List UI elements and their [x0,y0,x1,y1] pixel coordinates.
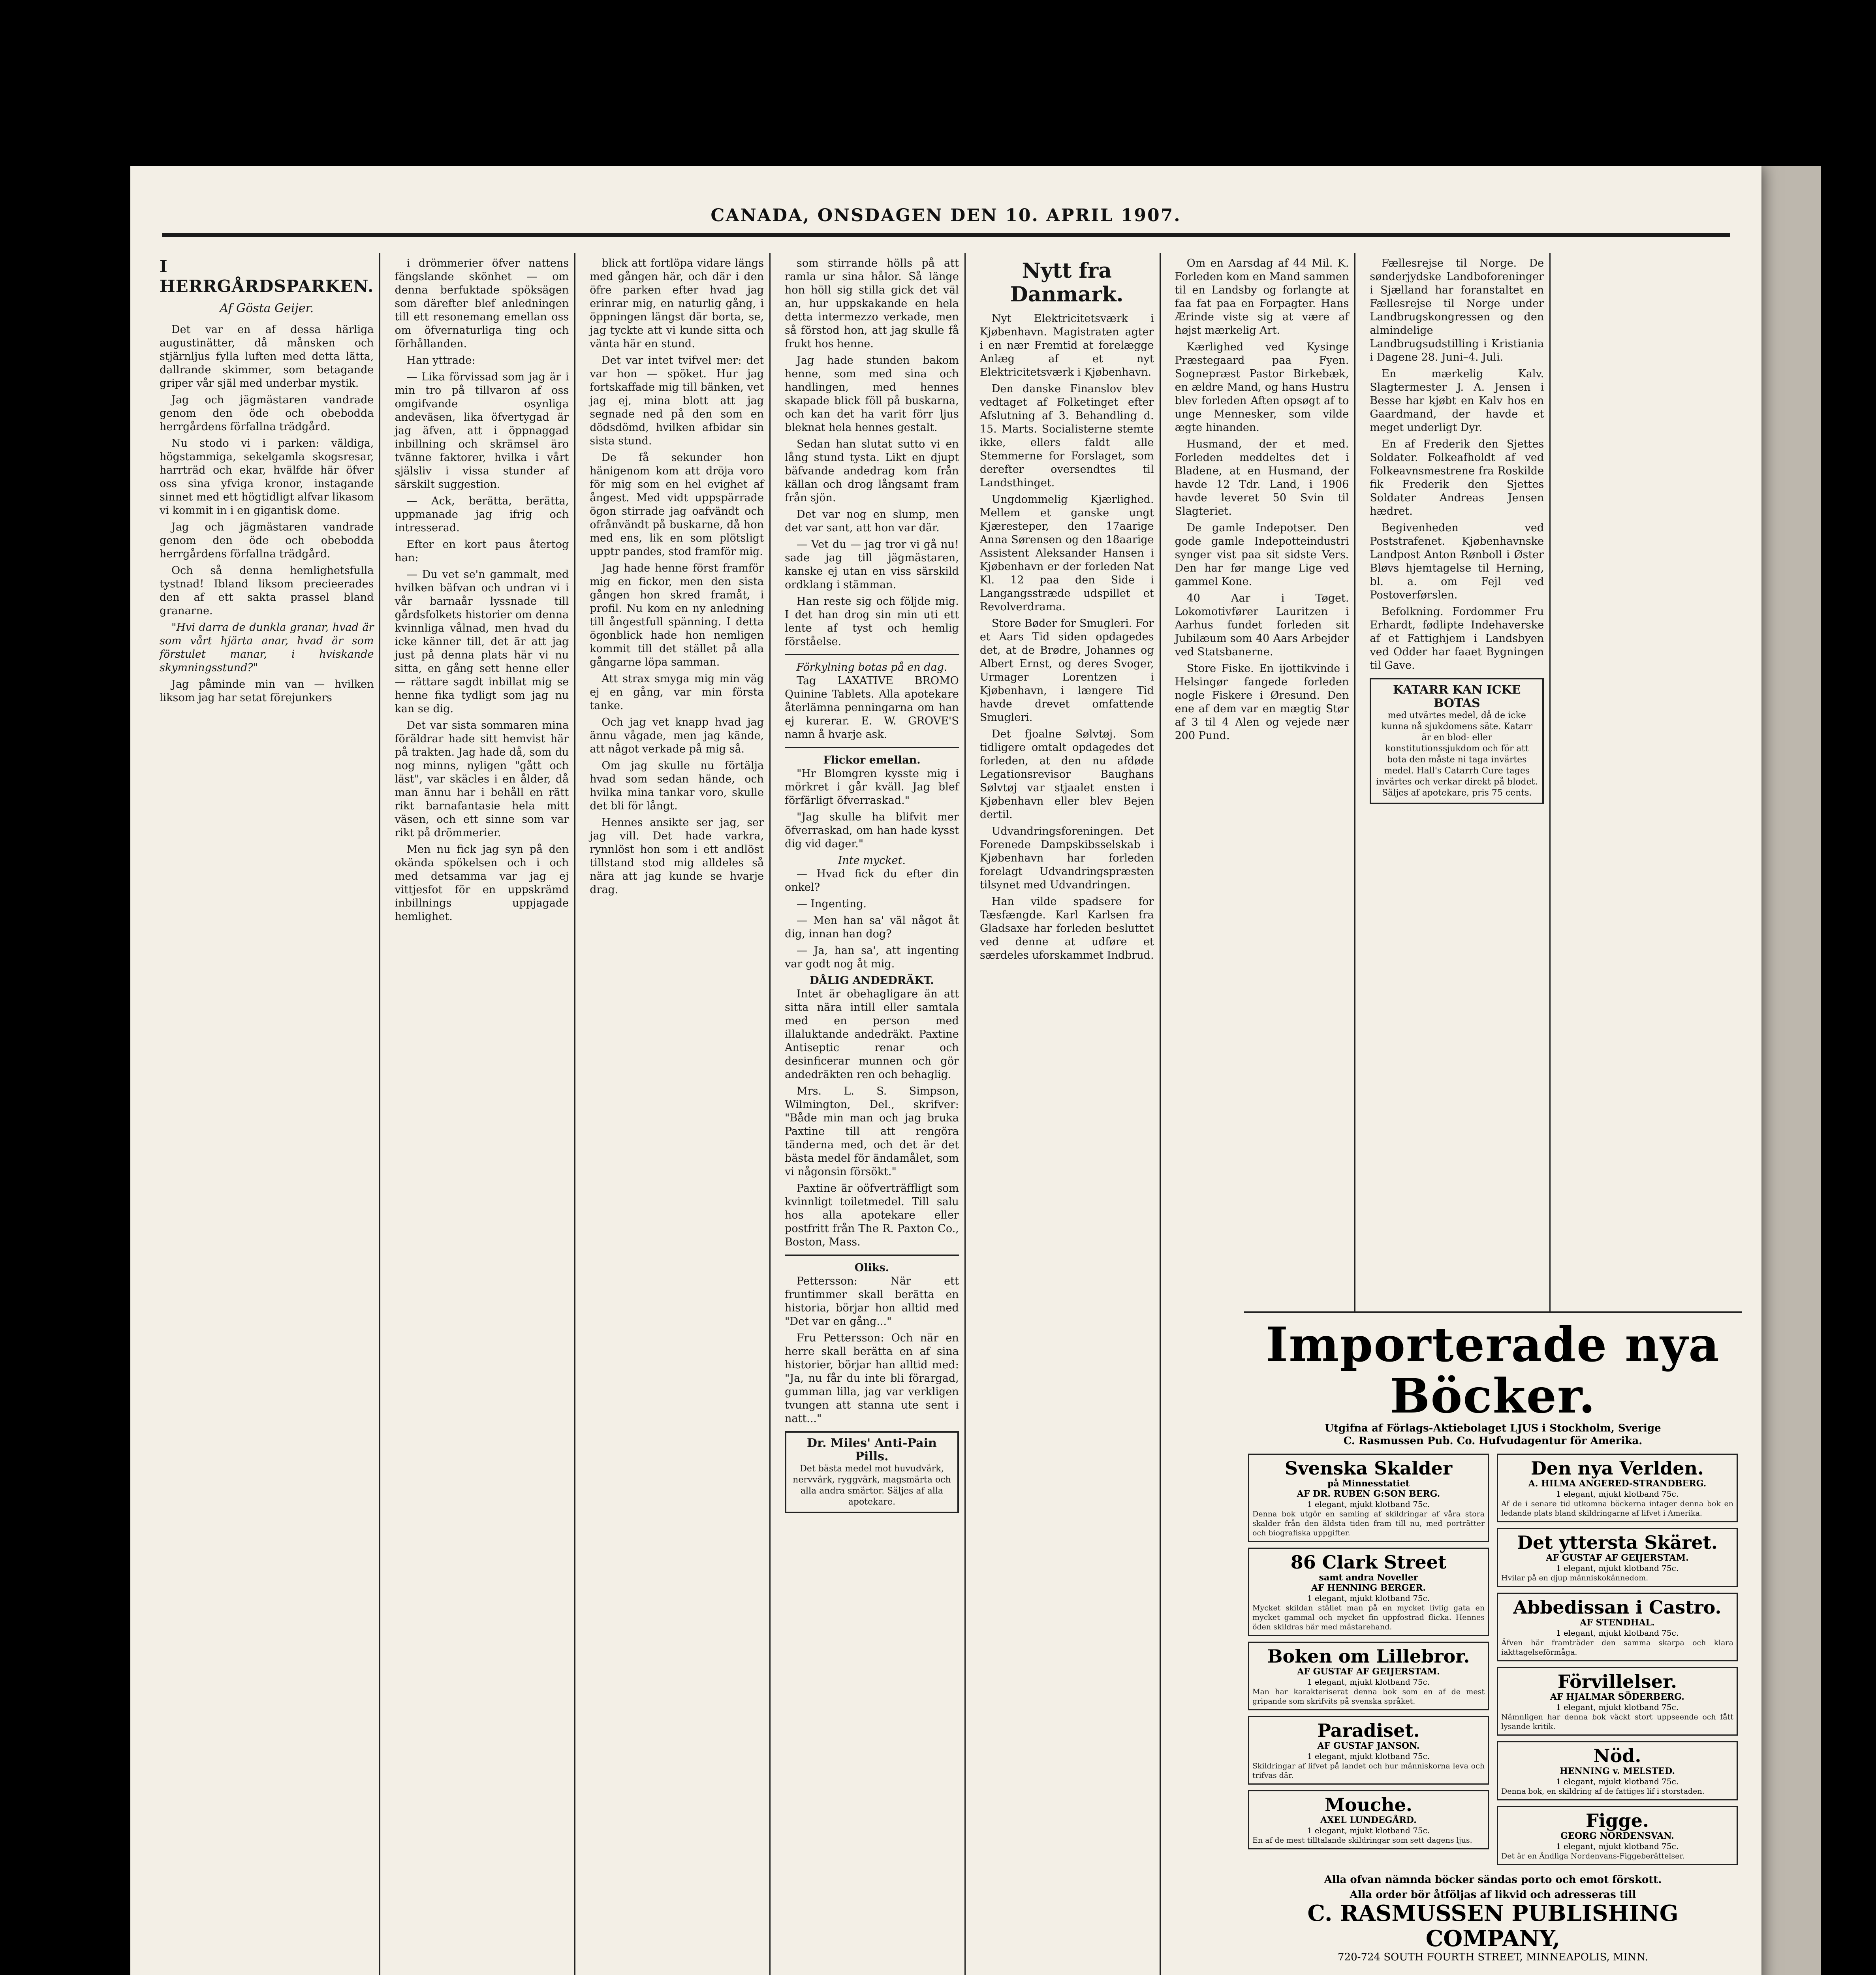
books-ad-title: Importerade nya Böcker. [1266,1317,1720,1424]
column-5 [974,253,1161,1975]
book-title: Svenska Skalder [1284,1458,1453,1479]
news-item: Store Fiske. En ijottikvinde i Helsingør fangede forleden nogle Fiskere i Øresund. Den ene af dem var en mægtig Stør af 3 til 4 Alen og vejede nær 200 Pund. [1175,662,1349,742]
article-paragraph: — Lika förvissad som jag är i min tro på tillvaron af oss omgifvande osynliga andeväsen, lika öfvertygad är jag äfven, att i öppnaggad inbillning och skrämsel äro tvänne faktorer, hvilka i vårt själsliv i vissa stunder af särskilt suggestion. [395,371,569,491]
ad-body: Det bästa medel mot huvudvärk, nervvärk, ryggvärk, magsmärta och alla andra smärtor. Säljes af alla apotekare. [793,1464,951,1507]
book-entry [1497,1454,1738,1522]
ad-title: Dr. Miles' Anti-Pain Pills. [807,1436,937,1463]
books-list [1248,1454,1738,1871]
ad-body-laxative: Tag LAXATIVE BROMO Quinine Tablets. Alla apotekare återlämna penningarna om han ej kurerar. E. W. GROVE'S namn å hvarje ask. [785,675,959,741]
book-price: 1 elegant, mjukt klotband 75c. [1307,1677,1430,1687]
article-paragraph: Och jag vet knapp hvad jag ännu vågade, men jag kände, att något verkade på mig så. [590,716,764,755]
article-paragraph: — Ja, han sa', att ingenting var godt nog åt mig. [785,944,959,970]
book-author: HENNING v. MELSTED. [1559,1766,1675,1776]
news-item: De gamle Indepotser. Den gode gamle Indepotteindustri synger vist paa sit sidste Vers. Den har før mange Lige ved gammel Kone. [1175,522,1349,588]
article-paragraph: Det var nog en slump, men det var sant, att hon var där. [785,508,959,534]
section-title-dalig: DÅLIG ANDEDRÄKT. [810,974,934,987]
article-paragraph: Han yttrade: [406,354,476,367]
article-byline: Af Gösta Geijer. [220,301,314,315]
ad-heading-forkylning: Förkylning botas på en dag. [796,661,947,673]
book-price: 1 elegant, mjukt klotband 75c. [1556,1841,1679,1851]
book-title: Abbedissan i Castro. [1513,1597,1722,1618]
article-paragraph: Hennes ansikte ser jag, ser jag vill. Det hade varkra, rynnlöst hon som i ett andlöst tillstand stod mig alldeles så nära att jag kunde se hvarje drag. [590,816,764,896]
header-rule [162,233,1730,237]
book-price: 1 elegant, mjukt klotband 75c. [1556,1563,1679,1573]
book-price: 1 elegant, mjukt klotband 75c. [1307,1499,1430,1509]
news-item: Store Bøder for Smugleri. For et Aars Tid siden opdagedes det, at de Brødre, Johannes og Albert Ernst, og deres Svoger, Urmager Lorentzen i Kjøbenhavn, i længere Tid havde drevet omfattende Smugleri. [979,617,1154,724]
book-description: En af de mest tilltalande skildringar som sett dagens ljus. [1252,1836,1472,1845]
article-paragraph: "Jag skulle ha blifvit mer öfverraskad, om han hade kysst dig vid dager." [785,811,959,850]
article-paragraph: Om jag skulle nu förtälja hvad som sedan hände, och hvilka mina tankar voro, skulle det bli för långt. [590,760,764,812]
books-column-left [1248,1454,1489,1871]
book-description: Mycket skildan stället man på en mycket livlig gata en mycket gammal och mycket fin uppfostrad flicka. Hennes öden skildras här med mästarehand. [1252,1604,1485,1631]
news-item: Begivenheden ved Poststrafenet. Kjøbenhavnske Landpost Anton Rønboll i Øster Bløvs hjemtagelse til Herning, bl. a. om Fejl ved Postoverførslen. [1370,522,1544,601]
book-price: 1 elegant, mjukt klotband 75c. [1307,1593,1430,1603]
section-title-danmark: Nytt fra Danmark. [1010,259,1124,307]
article-paragraph: Det var en af dessa härliga augustinätter, då månsken och stjärnljus fylla luften med detta lätta, dallrande skimmer, som betagande griper vår själ med underbar mystik. [160,324,374,389]
ad-body: med utvärtes medel, då de icke kunna nå sjukdomens säte. Katarr är en blod- eller konstitutionssjukdom och för att bota den måste ni taga invärtes medel. Hall's Catarrh Cure tages invärtes och verkar direkt på blodet. Säljes af apotekare, pris 75 cents. [1376,711,1538,798]
news-item: Han vilde spadsere for Tæsfængde. Karl Karlsen fra Gladsaxe har forleden besluttet ved denne at udføre et særdeles uforskammet Indbrud. [979,895,1154,961]
article-paragraph: — Vet du — jag tror vi gå nu! sade jag till jägmästaren, kanske ej utan en viss särskild ordklang i stämman. [785,538,959,591]
book-price: 1 elegant, mjukt klotband 75c. [1307,1751,1430,1761]
column-2 [389,253,575,1975]
news-item: Ungdommelig Kjærlighed. Mellem et ganske ungt Kjæresteper, den 17aarige Anna Sørensen og den 18aarige Assistent Aleksander Hansen i Kjøbenhavn er der forleden Nat Kl. 12 paa den Side i Langangsstræde udspillet et Revolverdrama. [979,493,1154,613]
book-author: AF DR. RUBEN G:SON BERG. [1297,1489,1440,1499]
book-title: Mouche. [1325,1794,1412,1815]
book-description: Skildringar af lifvet på landet och hur människorna leva och trifvas där. [1252,1762,1485,1780]
book-entry [1497,1528,1738,1587]
book-entry [1248,1642,1489,1710]
page-edge-shadow [1761,166,1821,1975]
book-description: Nämnligen har denna bok väckt stort uppseende och fått lysande kritik. [1501,1713,1733,1731]
book-author: AF HJALMAR SÖDERBERG. [1550,1692,1684,1702]
news-item: Nyt Elektricitetsværk i Kjøbenhavn. Magistraten agter i en nær Fremtid at forelægge Anlæg af et nyt Elektricitetsværk i Kjøbenhavn. [979,312,1154,378]
news-item: Om en Aarsdag af 44 Mil. K. Forleden kom en Mand sammen til en Landsby og forlangte at faa fat paa en Forpagter. Hans Ærinde viste sig at være af højst mærkelig Art. [1175,257,1349,337]
article-paragraph: Efter en kort paus återtog han: [395,538,569,564]
book-description: Hvilar på en djup människokännedom. [1501,1574,1649,1582]
book-description: Man har karakteriserat denna bok som en af de mest gripande som skrifvits på svenska språket. [1252,1687,1485,1706]
article-paragraph: Mrs. L. S. Simpson, Wilmington, Del., skrifver: "Både min man och jag bruka Paxtine till att rengöra tänderna med, och det är det bästa medel för ändamålet, som vi någonsin försökt." [785,1085,959,1178]
article-paragraph: Jag hade stunden bakom henne, som med sina och handlingen, med hennes skapade blick föll på buskarna, och kan det ha varit förr ljus bleknat hela hennes gestalt. [785,354,959,434]
book-entry [1248,1548,1489,1636]
article-paragraph: — Ingenting. [797,898,867,910]
news-item: Fællesrejse til Norge. De sønderjydske Landboforeninger i Sjælland har foranstaltet en Fællesrejse til Norge under Landbrugskongressen og den almindelige Landbrugsudstilling i Kristiania i Dagene 28. Juni–4. Juli. [1370,257,1544,363]
book-description: Denna bok utgör en samling af skildringar af våra stora skalder från den äldsta tiden fram till nu, med porträtter och biografiska uppgifter. [1252,1510,1485,1537]
article-paragraph: Paxtine är oöfverträffligt som kvinnligt toiletmedel. Till salu hos alla apotekare eller postfritt från The R. Paxton Co., Boston, Mass. [785,1182,959,1248]
book-entry [1497,1741,1738,1800]
article-paragraph: Fru Pettersson: Och när en herre skall berätta en af sina historier, börjar han alltid med: "Ja, nu får du inte bli förargad, gumman lilla, jag var verkligen tvungen att stanna ute sent i natt..." [785,1332,959,1425]
book-price: 1 elegant, mjukt klotband 75c. [1307,1826,1430,1835]
article-paragraph: Han reste sig och följde mig. I det han drog sin min uti ett lente af tyst och hemlig förståelse. [785,595,959,648]
article-paragraph: — Du vet se'n gammalt, med hvilken bäfvan och undran vi i vår barnaår lyssnade till gårdsfolkets historier om denna kvinnliga vålnad, men hvad du icke känner till, det är att jag just på denna plats här vi nu sitta, en gång sett henne eller — rättare sagdt inbillat mig se henne fika tydligt som jag nu kan se dig. [395,568,569,715]
news-item: Det fjoalne Sølvtøj. Som tidligere omtalt opdagedes det forleden, at den nu afdøde Legationsrevisor Baughans Sølvtøj var stjaalet ensten i Kjøbenhavn eller blev Bejen dertil. [979,728,1154,821]
divider [785,1255,959,1256]
publisher-name: C. RASMUSSEN PUBLISHING COMPANY, [1307,1900,1679,1952]
divider [785,747,959,748]
book-description: Af de i senare tid utkomna böckerna intager denna bok en ledande plats bland skildringarne af lifvet i Amerika. [1501,1499,1733,1518]
book-subtitle: på Minnesstatiet [1327,1478,1410,1489]
book-title: Det yttersta Skäret. [1517,1532,1718,1553]
article-paragraph: Det var sista sommaren mina föräldrar hade sitt hemvist här på trakten. Jag hade då, som du nog minns, nyligen "gått och läst", var skäcles i en ålder, då man ännu har i behåll en rätt rikt barnafantasie hela mitt väsen, och ett sinne som var rikt på drömmerier. [395,719,569,839]
book-title: Den nya Verlden. [1531,1458,1704,1479]
article-paragraph: i drömmerier öfver nattens fängslande skönhet — om denna berfuktade spöksägen som därefter blef anledningen till ett resonemang emellan oss om öfvernaturliga ting och förhållanden. [395,257,569,350]
books-footnote: Alla ofvan nämnda böcker sändas porto och emot förskott. [1324,1874,1662,1886]
book-description: Denna bok, en skildring af de fattiges lif i storstaden. [1501,1787,1705,1796]
book-description: Äfven här framträder den samma skarpa och klara iakttagelseförmåga. [1501,1638,1733,1657]
book-author: AF GUSTAF JANSON. [1317,1741,1420,1751]
column-3 [584,253,771,1975]
news-item: Kærlighed ved Kysinge Præstegaard paa Fyen. Sognepræst Pastor Birkebæk, en ældre Mand, og hans Hustru blev forleden Aften opsøgt af to unge Mennesker, som vilde ægte hinanden. [1175,341,1349,434]
book-price: 1 elegant, mjukt klotband 75c. [1556,1777,1679,1786]
book-title: Förvillelser. [1557,1671,1677,1692]
article-poem: "Hvi darra de dunkla granar, hvad är som vårt hjärta anar, hvad är som förstulet manar, i hviskande skymningsstund?" [160,621,374,674]
books-advertisement [1244,1311,1742,1975]
article-paragraph: Jag påminde min van — hvilken liksom jag har setat förejunkers [160,678,374,704]
book-author: AF GUSTAF AF GEIJERSTAM. [1546,1553,1689,1563]
book-author: A. HILMA ANGERED-STRANDBERG. [1528,1478,1707,1489]
ad-title: KATARR KAN ICKE BOTAS [1393,683,1521,710]
article-paragraph: Nu stodo vi i parken: väldiga, högstammiga, sekelgamla skogsresar, harrträd och ekar, hvälfde här öfver oss sina yfviga kronor, instagande sinnet med ett högtidligt alfvar likasom vi kommit in i en gigantisk dome. [160,437,374,517]
article-paragraph: Intet är obehagligare än att sitta nära intill eller samtala med en person med illaluktande andedräkt. Paxtine Antiseptic renar och desinficerar munnen och gör andedräkten ren och behaglig. [785,988,959,1081]
book-description: Det är en Ändliga Nordenvans-Figgeberättelser. [1501,1852,1685,1860]
article-paragraph: Jag hade henne först framför mig en fickor, men den sista gången hon skred framåt, i profil. Nu kom en ny anledning till ångestfull spänning. I detta ögonblick hade hon nemligen kommit till det stället på alla gångarne löpa samman. [590,562,764,668]
book-author: AF STENDHAL. [1580,1618,1655,1628]
article-paragraph: Sedan han slutat sutto vi en lång stund tysta. Likt en djupt bäfvande andedrag kom från källan och drog långsamt fram från sjön. [785,438,959,504]
book-author: AF GUSTAF AF GEIJERSTAM. [1297,1667,1440,1677]
article-paragraph: Men nu fick jag syn på den okända spökelsen och i och med detsamma var jag ej vittjesfot för en uppskrämd inbillnings uppjagade hemlighet. [395,843,569,923]
book-author: GEORG NORDENSVAN. [1560,1831,1674,1841]
book-title: 86 Clark Street [1290,1552,1447,1573]
masthead: CANADA, ONSDAGEN DEN 10. APRIL 1907. [711,205,1181,226]
books-ad-agent: C. Rasmussen Pub. Co. Hufvudagentur för Amerika. [1343,1435,1643,1447]
book-title: Nöd. [1593,1745,1641,1766]
article-paragraph: — Hvad fick du efter din onkel? [785,868,959,893]
section-title-inte-mycket: Inte mycket. [838,854,906,867]
news-item: Den danske Finanslov blev vedtaget af Folketinget efter Afslutning af 3. Behandling d. 15. Marts. Socialisterne stemte ikke, ellers faldt alle Stemmerne for Forslaget, som derefter oversendtes til Landsthinget. [979,383,1154,489]
article-title-herrgardsparken: I HERRGÅRDSPARKEN. [160,257,374,296]
article-paragraph: "Hr Blomgren kysste mig i mörkret i går kväll. Jag blef förfärligt öfverraskad." [785,767,959,807]
book-title: Paradiset. [1317,1720,1420,1741]
news-item: Husmand, der et med. Forleden meddeltes det i Bladene, at en Husmand, der havde 12 Tdr. Land, i 1906 havde leveret 50 Svin til Slagteriet. [1175,438,1349,517]
book-entry [1497,1593,1738,1661]
newspaper-page [130,166,1761,1975]
article-paragraph: som stirrande hölls på att ramla ur sina hålor. Så länge hon höll sig stilla gick det väl an, hur uppskakande en hela detta intermezzo verkade, men så förstod hon, att jag skulle få frukt hos henne. [785,257,959,350]
section-title-flickor: Flickor emellan. [823,754,921,766]
column-1 [154,253,380,1975]
books-order-note: Alla order bör åtföljas af likvid och adresseras till [1350,1889,1636,1901]
book-title: Boken om Lillebror. [1267,1646,1470,1667]
books-ad-subtitle: Utgifna af Förlags-Aktiebolaget LJUS i Stockholm, Sverige [1325,1422,1661,1434]
news-item: 40 Aar i Tøget. Lokomotivfører Lauritzen i Aarhus fundet forleden sit Jubilæum som 40 Aars Arbejder ved Statsbanerne. [1175,592,1349,658]
book-entry [1497,1667,1738,1736]
section-title-oliks: Oliks. [854,1262,889,1274]
article-paragraph: Det var intet tvifvel mer: det var hon — spöket. Hur jag fortskaffade mig till bänken, vet jag ej, mina blott att jag segnade ned på den som en dödsdömd, hvilken afbidar sin sista stund. [590,354,764,447]
book-price: 1 elegant, mjukt klotband 75c. [1556,1628,1679,1638]
publisher-address: 720-724 SOUTH FOURTH STREET, MINNEAPOLIS, MINN. [1338,1951,1648,1963]
article-paragraph: Pettersson: När ett fruntimmer skall berätta en historia, börjar hon alltid med "Det var en gång..." [785,1275,959,1328]
book-price: 1 elegant, mjukt klotband 75c. [1556,1702,1679,1712]
book-entry [1497,1806,1738,1865]
ad-anti-pain-pills [785,1431,959,1513]
article-paragraph: Att strax smyga mig min väg ej en gång, var min första tanke. [590,673,764,712]
news-item: Befolkning. Fordommer Fru Erhardt, fødlipte Indehaverske af et Fattighjem i Landsbyen ved Odder har faaet Bygningen til Gave. [1370,606,1544,672]
book-entry [1248,1454,1489,1542]
book-price: 1 elegant, mjukt klotband 75c. [1556,1489,1679,1499]
article-paragraph: Jag och jägmästaren vandrade genom den öde och obebodda herrgårdens förfallna trädgård. [160,394,374,433]
news-item: Udvandringsforeningen. Det Forenede Dampskibsselskab i Kjøbenhavn har forleden forelagt Udvandringspræsten tilsynet med Udvandringen. [979,825,1154,891]
book-subtitle: samt andra Noveller [1319,1572,1418,1583]
book-entry [1248,1790,1489,1849]
book-entry [1248,1716,1489,1785]
ad-katarr [1370,678,1544,804]
article-paragraph: blick att fortlöpa vidare längs med gången här, och där i den öfre parken efter hvad jag erinrar mig, en naturlig gång, i öppningen längst där borta, se, jag tyckte att vi kunde sitta och vänta här en stund. [590,257,764,350]
article-paragraph: Jag och jägmästaren vandrade genom den öde och obebodda herrgårdens förfallna trädgård. [160,521,374,560]
article-paragraph: — Ack, berätta, berätta, uppmanade jag ifrig och intresserad. [395,495,569,534]
news-item: En af Frederik den Sjettes Soldater. Folkeafholdt af ved Folkeavnsmestrene fra Roskilde fik Frederik den Sjettes Soldater Andreas Jensen hædret. [1370,438,1544,517]
news-item: En mærkelig Kalv. Slagtermester J. A. Jensen i Besse har kjøbt en Kalv hos en Gaardmand, der havde et meget underligt Dyr. [1370,368,1544,434]
book-author: AXEL LUNDEGÅRD. [1320,1815,1417,1825]
divider [785,654,959,655]
books-column-right [1497,1454,1738,1871]
article-paragraph: Och så denna hemlighetsfulla tystnad! Ibland liksom precieerades den af ett sakta prassel bland granarne. [160,564,374,617]
book-title: Figge. [1586,1810,1649,1831]
article-paragraph: De få sekunder hon hänigenom kom att dröja voro för mig som en hel evighet af ångest. Med vidt uppspärrade ögon stirrade jag oafvändt och ofrånvändt på buskarne, då hon med ens, lik en som plötsligt upptr pandes, stod framför mig. [590,451,764,558]
column-4 [779,253,966,1975]
article-paragraph: — Men han sa' väl något åt dig, innan han dog? [785,914,959,940]
book-author: AF HENNING BERGER. [1311,1583,1426,1593]
